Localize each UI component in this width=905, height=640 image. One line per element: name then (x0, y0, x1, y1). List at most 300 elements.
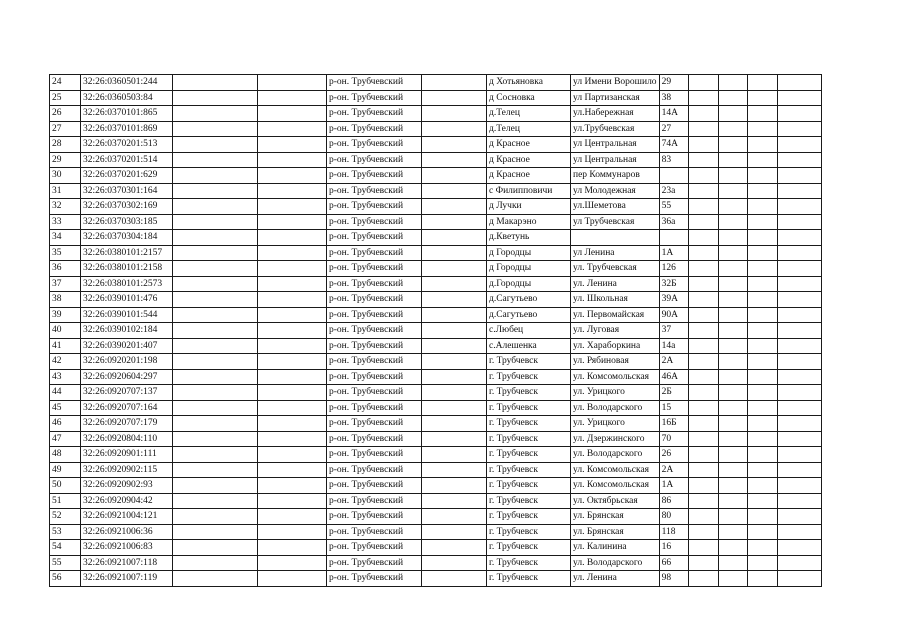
table-row (50, 121, 822, 137)
empty-cell (688, 571, 718, 587)
empty-cell (173, 323, 258, 339)
empty-cell (777, 323, 821, 339)
row-number-cell: 24 (50, 75, 81, 91)
empty-cell (173, 478, 258, 494)
row-number-cell: 37 (50, 276, 81, 292)
empty-cell (258, 90, 327, 106)
empty-cell (258, 75, 327, 91)
row-number-cell: 44 (50, 385, 81, 401)
empty-cell (422, 555, 487, 571)
table-row (50, 168, 822, 184)
empty-cell (718, 245, 747, 261)
row-number-cell: 52 (50, 509, 81, 525)
empty-cell (258, 168, 327, 184)
empty-cell (173, 152, 258, 168)
street-cell: ул. Луговая (571, 323, 660, 339)
street-cell: ул. Брянская (571, 524, 660, 540)
house-number-cell: 1А (659, 478, 688, 494)
cadastral-number-cell: 32:26:0920902:115 (81, 462, 173, 478)
empty-cell (747, 168, 777, 184)
cadastral-number-cell: 32:26:0921007:119 (81, 571, 173, 587)
empty-cell (173, 571, 258, 587)
row-number-cell: 26 (50, 106, 81, 122)
locality-cell: г. Трубчевск (487, 431, 571, 447)
empty-cell (777, 276, 821, 292)
table-row (50, 369, 822, 385)
cadastral-number-cell: 32:26:0380101:2157 (81, 245, 173, 261)
empty-cell (747, 555, 777, 571)
district-cell: р-он. Трубчевский (327, 478, 422, 494)
empty-cell (258, 369, 327, 385)
locality-cell: д Красное (487, 137, 571, 153)
empty-cell (258, 493, 327, 509)
street-cell: ул. Ленина (571, 276, 660, 292)
empty-cell (718, 385, 747, 401)
district-cell: р-он. Трубчевский (327, 524, 422, 540)
district-cell: р-он. Трубчевский (327, 400, 422, 416)
table-body (50, 75, 822, 587)
locality-cell: д Городцы (487, 245, 571, 261)
row-number-cell: 49 (50, 462, 81, 478)
empty-cell (777, 90, 821, 106)
row-number-cell: 55 (50, 555, 81, 571)
empty-cell (422, 245, 487, 261)
empty-cell (718, 75, 747, 91)
district-cell: р-он. Трубчевский (327, 416, 422, 432)
district-cell: р-он. Трубчевский (327, 369, 422, 385)
table-row (50, 276, 822, 292)
cadastral-number-cell: 32:26:0370101:869 (81, 121, 173, 137)
empty-cell (688, 168, 718, 184)
empty-cell (173, 431, 258, 447)
street-cell: ул. Школьная (571, 292, 660, 308)
empty-cell (777, 230, 821, 246)
cadastral-number-cell: 32:26:0920902:93 (81, 478, 173, 494)
empty-cell (258, 447, 327, 463)
house-number-cell: 36а (659, 214, 688, 230)
empty-cell (258, 137, 327, 153)
locality-cell: г. Трубчевск (487, 524, 571, 540)
table-row (50, 199, 822, 215)
district-cell: р-он. Трубчевский (327, 385, 422, 401)
row-number-cell: 43 (50, 369, 81, 385)
table-row (50, 509, 822, 525)
locality-cell: д Лучки (487, 199, 571, 215)
empty-cell (718, 493, 747, 509)
locality-cell: г. Трубчевск (487, 493, 571, 509)
empty-cell (777, 199, 821, 215)
empty-cell (777, 385, 821, 401)
empty-cell (777, 431, 821, 447)
empty-cell (422, 431, 487, 447)
street-cell: ул. Хараборкина (571, 338, 660, 354)
street-cell: ул. Дзержинского (571, 431, 660, 447)
empty-cell (258, 276, 327, 292)
empty-cell (258, 261, 327, 277)
house-number-cell: 32Б (659, 276, 688, 292)
empty-cell (688, 199, 718, 215)
locality-cell: г. Трубчевск (487, 555, 571, 571)
locality-cell: д Городцы (487, 261, 571, 277)
empty-cell (173, 338, 258, 354)
house-number-cell: 29 (659, 75, 688, 91)
empty-cell (258, 307, 327, 323)
row-number-cell: 33 (50, 214, 81, 230)
empty-cell (258, 338, 327, 354)
empty-cell (173, 307, 258, 323)
house-number-cell: 118 (659, 524, 688, 540)
cadastral-number-cell: 32:26:0390201:407 (81, 338, 173, 354)
empty-cell (718, 199, 747, 215)
house-number-cell: 38 (659, 90, 688, 106)
district-cell: р-он. Трубчевский (327, 540, 422, 556)
empty-cell (777, 106, 821, 122)
empty-cell (777, 168, 821, 184)
street-cell: ул.Шеметова (571, 199, 660, 215)
locality-cell: д Макарэно (487, 214, 571, 230)
row-number-cell: 30 (50, 168, 81, 184)
empty-cell (258, 183, 327, 199)
empty-cell (688, 292, 718, 308)
empty-cell (173, 400, 258, 416)
empty-cell (422, 493, 487, 509)
empty-cell (718, 478, 747, 494)
street-cell: ул. Трубчевская (571, 261, 660, 277)
district-cell: р-он. Трубчевский (327, 199, 422, 215)
district-cell: р-он. Трубчевский (327, 493, 422, 509)
empty-cell (688, 354, 718, 370)
empty-cell (258, 152, 327, 168)
empty-cell (718, 323, 747, 339)
house-number-cell: 80 (659, 509, 688, 525)
street-cell: ул.Трубчевская (571, 121, 660, 137)
empty-cell (718, 555, 747, 571)
house-number-cell: 86 (659, 493, 688, 509)
locality-cell: г. Трубчевск (487, 369, 571, 385)
locality-cell: г. Трубчевск (487, 385, 571, 401)
house-number-cell: 23а (659, 183, 688, 199)
street-cell: ул Центральная (571, 152, 660, 168)
table-row (50, 106, 822, 122)
locality-cell: д.Сагутьево (487, 307, 571, 323)
house-number-cell: 55 (659, 199, 688, 215)
empty-cell (422, 323, 487, 339)
cadastral-number-cell: 32:26:0380101:2573 (81, 276, 173, 292)
empty-cell (777, 214, 821, 230)
locality-cell: г. Трубчевск (487, 540, 571, 556)
district-cell: р-он. Трубчевский (327, 276, 422, 292)
house-number-cell: 16 (659, 540, 688, 556)
locality-cell: г. Трубчевск (487, 447, 571, 463)
street-cell: ул Имени Ворошило (571, 75, 660, 91)
district-cell: р-он. Трубчевский (327, 230, 422, 246)
cadastral-number-cell: 32:26:0370201:629 (81, 168, 173, 184)
empty-cell (718, 400, 747, 416)
row-number-cell: 56 (50, 571, 81, 587)
empty-cell (173, 90, 258, 106)
district-cell: р-он. Трубчевский (327, 152, 422, 168)
street-cell: ул. Октябрьская (571, 493, 660, 509)
house-number-cell: 74А (659, 137, 688, 153)
empty-cell (718, 571, 747, 587)
locality-cell: д.Телец (487, 121, 571, 137)
cadastral-number-cell: 32:26:0370303:185 (81, 214, 173, 230)
empty-cell (688, 369, 718, 385)
table-row (50, 214, 822, 230)
table-row (50, 416, 822, 432)
empty-cell (747, 416, 777, 432)
street-cell: ул. Калинина (571, 540, 660, 556)
empty-cell (422, 509, 487, 525)
row-number-cell: 48 (50, 447, 81, 463)
empty-cell (747, 338, 777, 354)
street-cell: ул Центральная (571, 137, 660, 153)
district-cell: р-он. Трубчевский (327, 292, 422, 308)
street-cell: пер Коммунаров (571, 168, 660, 184)
cadastral-number-cell: 32:26:0920201:198 (81, 354, 173, 370)
district-cell: р-он. Трубчевский (327, 168, 422, 184)
locality-cell: д Красное (487, 168, 571, 184)
empty-cell (777, 338, 821, 354)
empty-cell (747, 478, 777, 494)
table-row (50, 338, 822, 354)
row-number-cell: 50 (50, 478, 81, 494)
empty-cell (258, 245, 327, 261)
empty-cell (718, 416, 747, 432)
house-number-cell: 27 (659, 121, 688, 137)
empty-cell (688, 338, 718, 354)
table-row (50, 261, 822, 277)
empty-cell (422, 400, 487, 416)
house-number-cell: 98 (659, 571, 688, 587)
locality-cell: г. Трубчевск (487, 509, 571, 525)
empty-cell (747, 292, 777, 308)
locality-cell: д Хотьяновка (487, 75, 571, 91)
empty-cell (258, 462, 327, 478)
empty-cell (173, 230, 258, 246)
empty-cell (747, 323, 777, 339)
locality-cell: д.Кветунь (487, 230, 571, 246)
house-number-cell: 14А (659, 106, 688, 122)
empty-cell (173, 524, 258, 540)
table-row (50, 245, 822, 261)
district-cell: р-он. Трубчевский (327, 137, 422, 153)
table-row (50, 385, 822, 401)
empty-cell (173, 106, 258, 122)
empty-cell (688, 75, 718, 91)
empty-cell (688, 493, 718, 509)
cadastral-number-cell: 32:26:0360503:84 (81, 90, 173, 106)
table-row (50, 90, 822, 106)
empty-cell (422, 369, 487, 385)
empty-cell (718, 524, 747, 540)
empty-cell (777, 152, 821, 168)
house-number-cell: 126 (659, 261, 688, 277)
cadastral-number-cell: 32:26:0920707:137 (81, 385, 173, 401)
empty-cell (173, 183, 258, 199)
empty-cell (688, 152, 718, 168)
street-cell: ул. Комсомольская (571, 462, 660, 478)
table-row (50, 571, 822, 587)
street-cell: ул. Урицкого (571, 385, 660, 401)
house-number-cell: 2А (659, 354, 688, 370)
locality-cell: с Филипповичи (487, 183, 571, 199)
house-number-cell: 2Б (659, 385, 688, 401)
empty-cell (777, 183, 821, 199)
table-row (50, 431, 822, 447)
table-row (50, 478, 822, 494)
empty-cell (747, 214, 777, 230)
empty-cell (777, 292, 821, 308)
locality-cell: г. Трубчевск (487, 354, 571, 370)
cadastral-number-cell: 32:26:0370201:514 (81, 152, 173, 168)
empty-cell (173, 509, 258, 525)
empty-cell (688, 447, 718, 463)
empty-cell (258, 385, 327, 401)
district-cell: р-он. Трубчевский (327, 571, 422, 587)
house-number-cell (659, 230, 688, 246)
empty-cell (688, 245, 718, 261)
empty-cell (422, 199, 487, 215)
empty-cell (777, 121, 821, 137)
row-number-cell: 41 (50, 338, 81, 354)
house-number-cell: 39А (659, 292, 688, 308)
row-number-cell: 40 (50, 323, 81, 339)
empty-cell (747, 90, 777, 106)
empty-cell (718, 338, 747, 354)
table-row (50, 75, 822, 91)
row-number-cell: 54 (50, 540, 81, 556)
empty-cell (688, 261, 718, 277)
empty-cell (777, 462, 821, 478)
empty-cell (747, 462, 777, 478)
empty-cell (718, 540, 747, 556)
empty-cell (422, 462, 487, 478)
row-number-cell: 38 (50, 292, 81, 308)
empty-cell (422, 121, 487, 137)
house-number-cell: 26 (659, 447, 688, 463)
empty-cell (258, 540, 327, 556)
table-row (50, 292, 822, 308)
street-cell: ул. Володарского (571, 555, 660, 571)
empty-cell (688, 230, 718, 246)
empty-cell (258, 416, 327, 432)
cadastral-number-cell: 32:26:0380101:2158 (81, 261, 173, 277)
house-number-cell (659, 168, 688, 184)
empty-cell (747, 261, 777, 277)
empty-cell (688, 416, 718, 432)
row-number-cell: 32 (50, 199, 81, 215)
row-number-cell: 39 (50, 307, 81, 323)
empty-cell (422, 447, 487, 463)
empty-cell (422, 540, 487, 556)
locality-cell: д.Сагутьево (487, 292, 571, 308)
empty-cell (688, 214, 718, 230)
cadastral-number-cell: 32:26:0920804:110 (81, 431, 173, 447)
empty-cell (747, 524, 777, 540)
street-cell: ул. Володарского (571, 400, 660, 416)
empty-cell (688, 121, 718, 137)
empty-cell (747, 183, 777, 199)
empty-cell (747, 199, 777, 215)
empty-cell (777, 571, 821, 587)
locality-cell: д Красное (487, 152, 571, 168)
street-cell: ул. Рябиновая (571, 354, 660, 370)
cadastral-table (49, 74, 822, 587)
house-number-cell: 90А (659, 307, 688, 323)
street-cell: ул Ленина (571, 245, 660, 261)
empty-cell (173, 416, 258, 432)
house-number-cell: 83 (659, 152, 688, 168)
street-cell: ул. Брянская (571, 509, 660, 525)
table-row (50, 323, 822, 339)
table-row (50, 400, 822, 416)
empty-cell (688, 431, 718, 447)
empty-cell (777, 400, 821, 416)
locality-cell: г. Трубчевск (487, 400, 571, 416)
house-number-cell: 37 (659, 323, 688, 339)
empty-cell (718, 447, 747, 463)
street-cell (571, 230, 660, 246)
empty-cell (718, 168, 747, 184)
empty-cell (422, 354, 487, 370)
row-number-cell: 35 (50, 245, 81, 261)
street-cell: ул Партизанская (571, 90, 660, 106)
empty-cell (688, 276, 718, 292)
house-number-cell: 14а (659, 338, 688, 354)
empty-cell (258, 199, 327, 215)
cadastral-number-cell: 32:26:0370101:865 (81, 106, 173, 122)
district-cell: р-он. Трубчевский (327, 338, 422, 354)
row-number-cell: 42 (50, 354, 81, 370)
empty-cell (747, 230, 777, 246)
cadastral-number-cell: 32:26:0370301:164 (81, 183, 173, 199)
empty-cell (777, 307, 821, 323)
empty-cell (747, 354, 777, 370)
empty-cell (718, 214, 747, 230)
empty-cell (718, 369, 747, 385)
table-row (50, 152, 822, 168)
empty-cell (258, 478, 327, 494)
empty-cell (258, 509, 327, 525)
empty-cell (747, 540, 777, 556)
empty-cell (718, 261, 747, 277)
empty-cell (173, 292, 258, 308)
empty-cell (688, 385, 718, 401)
empty-cell (747, 152, 777, 168)
empty-cell (718, 307, 747, 323)
empty-cell (258, 571, 327, 587)
table-row (50, 524, 822, 540)
empty-cell (258, 230, 327, 246)
locality-cell: д Сосновка (487, 90, 571, 106)
cadastral-number-cell: 32:26:0390102:184 (81, 323, 173, 339)
empty-cell (173, 493, 258, 509)
empty-cell (777, 245, 821, 261)
empty-cell (747, 106, 777, 122)
street-cell: ул. Комсомольская (571, 369, 660, 385)
empty-cell (718, 462, 747, 478)
empty-cell (747, 245, 777, 261)
empty-cell (747, 447, 777, 463)
table-row (50, 230, 822, 246)
district-cell: р-он. Трубчевский (327, 183, 422, 199)
cadastral-number-cell: 32:26:0360501:244 (81, 75, 173, 91)
locality-cell: д.Городцы (487, 276, 571, 292)
empty-cell (422, 524, 487, 540)
street-cell: ул. Первомайская (571, 307, 660, 323)
empty-cell (777, 261, 821, 277)
